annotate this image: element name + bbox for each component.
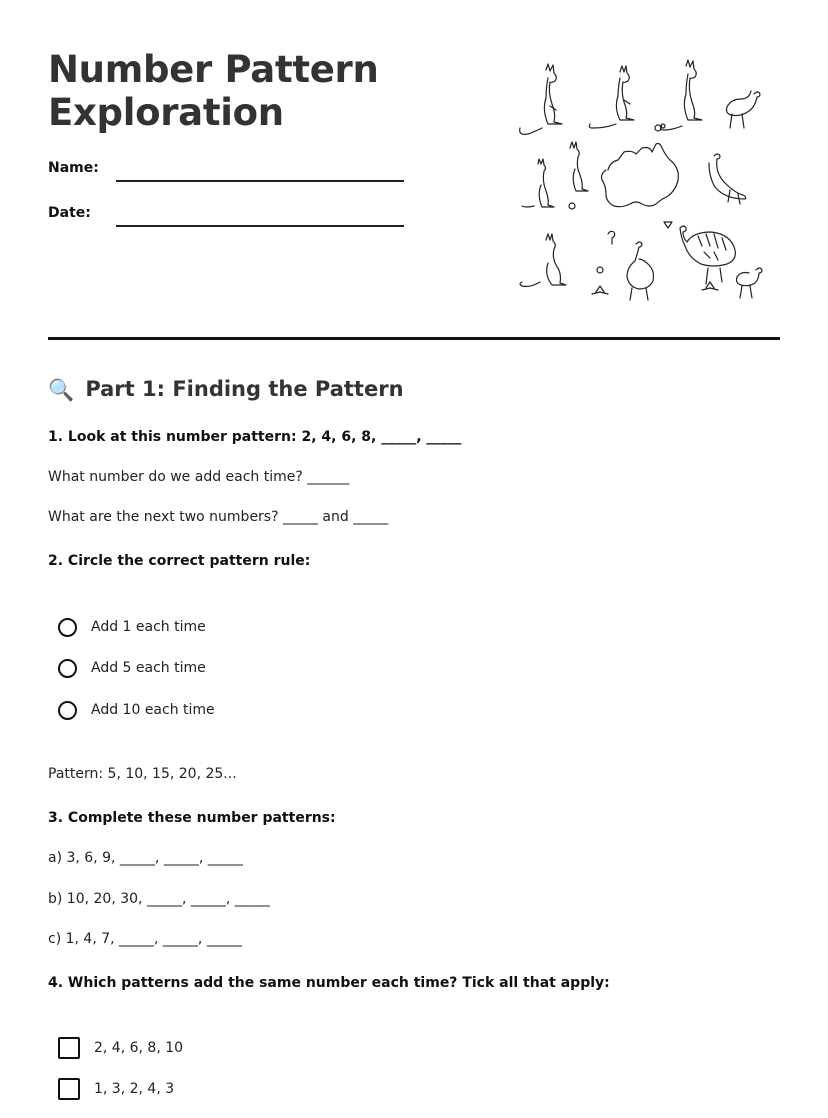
question-2-prompt: 2. Circle the correct pattern rule: xyxy=(48,553,311,569)
australia-map-icon xyxy=(602,144,679,229)
question-3-item-b: b) 10, 20, 30, _____, _____, _____ xyxy=(48,891,270,907)
magnifying-glass-icon: 🔍 xyxy=(48,378,75,402)
radio-circle-icon[interactable] xyxy=(58,618,77,637)
kangaroo-icon xyxy=(655,60,702,131)
section-divider xyxy=(48,337,780,340)
radio-circle-icon[interactable] xyxy=(58,701,77,720)
kangaroo-icon xyxy=(520,234,566,287)
emu-icon xyxy=(627,242,654,300)
question-2-option-label: Add 5 each time xyxy=(91,660,206,676)
emu-icon xyxy=(709,154,746,204)
question-2-option[interactable] xyxy=(58,615,206,639)
name-field[interactable] xyxy=(116,180,404,182)
kangaroo-icon xyxy=(520,64,562,134)
question-1-prompt: 1. Look at this number pattern: 2, 4, 6, 8, _____, _____ xyxy=(48,429,462,445)
question-1-line-1: What number do we add each time? ______ xyxy=(48,469,350,485)
kangaroo-icon xyxy=(522,142,588,209)
question-4-option-label: 2, 4, 6, 8, 10 xyxy=(94,1040,184,1056)
worksheet-page xyxy=(48,0,780,1118)
part-1-heading-text: Part 1: Finding the Pattern xyxy=(85,377,404,401)
part-1-heading xyxy=(48,374,404,405)
question-4-option[interactable] xyxy=(58,1036,183,1060)
kangaroo-icon xyxy=(589,66,634,128)
date-field[interactable] xyxy=(116,225,404,227)
question-2-option-label: Add 1 each time xyxy=(91,619,206,635)
australian-animals-illustration xyxy=(516,56,772,306)
radio-circle-icon[interactable] xyxy=(58,659,77,678)
question-3-prompt: 3. Complete these number patterns: xyxy=(48,810,336,826)
title-line-2: Exploration xyxy=(48,91,284,134)
question-3-item-c: c) 1, 4, 7, _____, _____, _____ xyxy=(48,931,242,947)
date-label: Date: xyxy=(48,205,91,221)
question-4-option-label: 1, 3, 2, 4, 3 xyxy=(94,1081,175,1097)
question-4-option[interactable] xyxy=(58,1077,174,1101)
question-3-item-a: a) 3, 6, 9, _____, _____, _____ xyxy=(48,850,243,866)
question-2-option[interactable] xyxy=(58,656,206,680)
emu-icon xyxy=(680,226,735,284)
question-2-option-label: Add 10 each time xyxy=(91,702,215,718)
question-1-line-2: What are the next two numbers? _____ and _____ xyxy=(48,509,389,525)
title-line-1: Number Pattern xyxy=(48,48,379,91)
checkbox-icon[interactable] xyxy=(58,1037,80,1059)
emu-icon xyxy=(737,268,763,298)
question-4-prompt: 4. Which patterns add the same number each time? Tick all that apply: xyxy=(48,975,610,991)
checkbox-icon[interactable] xyxy=(58,1078,80,1100)
name-label: Name: xyxy=(48,160,99,176)
question-2-pattern: Pattern: 5, 10, 15, 20, 25... xyxy=(48,766,237,782)
emu-icon xyxy=(727,91,761,128)
worksheet-title xyxy=(48,48,468,134)
question-2-option[interactable] xyxy=(58,698,215,722)
